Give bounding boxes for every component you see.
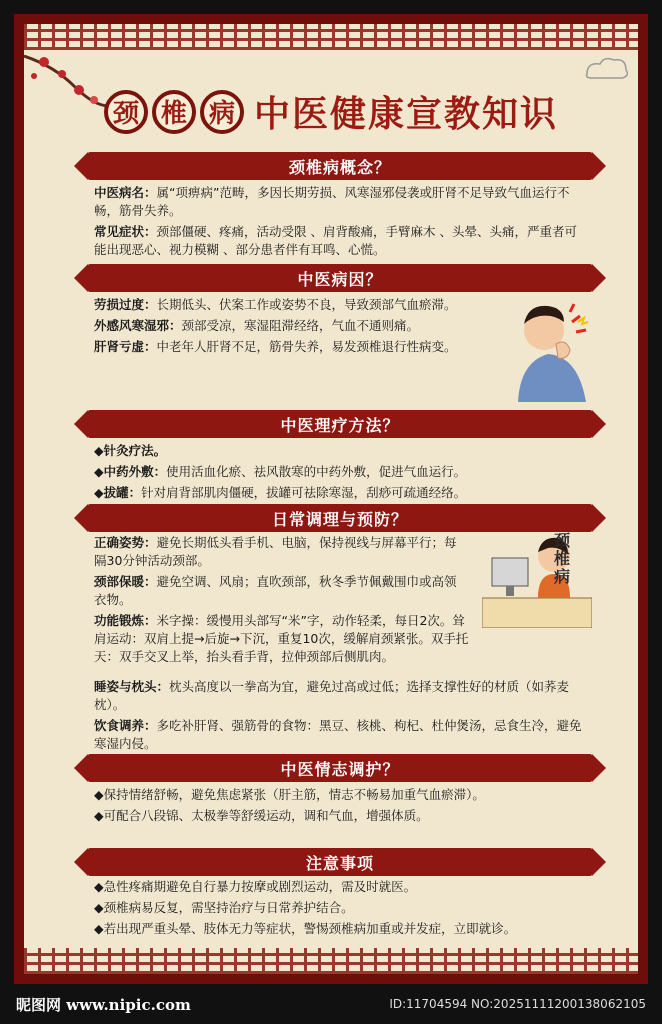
section-body-prevention-bottom — [94, 678, 584, 756]
section-body-cause — [94, 296, 484, 359]
section-heading-prevention: 日常调理与预防？ — [88, 504, 592, 532]
list-item: ◆中药外敷：使用活血化瘀、祛风散寒的中药外敷，促进气血运行。 — [94, 464, 467, 479]
list-item: 颈部保暖：避免空调、风扇；直吹颈部，秋冬季节佩戴围巾或高领衣物。 — [94, 574, 457, 607]
title-char-3: 病 — [200, 90, 244, 134]
section-body-emotion — [94, 786, 584, 828]
list-item: ◆拔罐：针对肩背部肌肉僵硬，拔罐可祛除寒湿，刮痧可疏通经络。 — [94, 485, 467, 500]
watermark-site: 昵图网 www.nipic.com — [16, 995, 191, 1014]
section-body-notes — [94, 878, 584, 941]
list-item: 外感风寒湿邪：颈部受凉，寒湿阻滞经络，气血不通则痛。 — [94, 318, 420, 333]
computer-desk-icon — [482, 528, 592, 628]
section-heading-cause: 中医病因？ — [88, 264, 592, 292]
list-item: 常见症状：颈部僵硬、疼痛，活动受限 、肩背酸痛，手臂麻木 、头晕、头痛，严重者可能出现恶心、视力模糊 、部分患者伴有耳鸣、心慌。 — [94, 224, 577, 257]
title-char-1: 颈 — [104, 90, 148, 134]
fret-border-bottom — [24, 948, 638, 974]
section-body-concept — [94, 184, 584, 262]
fret-border-top — [24, 24, 638, 50]
watermark-bar — [0, 984, 662, 1024]
list-item: 功能锻炼：米字操：缓慢用头部写“米”字，动作轻柔，每日2次。耸肩运动：双肩上提→后旋→下沉，重复10次，缓解肩颈紧张。双手托天：双手交叉上举，抬头看手背，拉伸颈部后侧肌肉。 — [94, 613, 469, 664]
neck-pain-man-icon — [498, 292, 598, 402]
list-item: 劳损过度：长期低头、伏案工作或姿势不良，导致颈部气血瘀滞。 — [94, 297, 457, 312]
section-heading-therapy: 中医理疗方法？ — [88, 410, 592, 438]
list-item: 肝肾亏虚：中老年人肝肾不足，筋骨失养，易发颈椎退行性病变。 — [94, 339, 457, 354]
title-char-2: 椎 — [152, 90, 196, 134]
list-item: ◆急性疼痛期避免自行暴力按摩或剧烈运动，需及时就医。 — [94, 879, 417, 894]
list-item: ◆保持情绪舒畅，避免焦虑紧张（肝主筋，情志不畅易加重气血瘀滞）。 — [94, 787, 485, 802]
list-item: 饮食调养：多吃补肝肾、强筋骨的食物：黑豆、核桃、枸杞、杜仲煲汤，忌食生冷，避免寒湿内侵。 — [94, 718, 582, 751]
watermark-id: ID:11704594 NO:20251111200138062105 — [389, 997, 646, 1011]
list-item: ◆若出现严重头晕、肢体无力等症状，警惕颈椎病加重或并发症，立即就诊。 — [94, 921, 517, 936]
side-label: 颈椎病 — [553, 531, 570, 586]
list-item: ◆颈椎病易反复，需坚持治疗与日常养护结合。 — [94, 900, 354, 915]
list-item: 正确姿势：避免长期低头看手机、电脑，保持视线与屏幕平行；每隔30分钟活动颈部。 — [94, 535, 457, 568]
list-item: 中医病名：属“项痹病”范畴，多因长期劳损、风寒湿邪侵袭或肝肾不足导致气血运行不畅，筋骨失养。 — [94, 185, 570, 218]
poster-title — [24, 86, 638, 137]
section-heading-emotion: 中医情志调护？ — [88, 754, 592, 782]
section-body-therapy — [94, 442, 584, 505]
poster — [14, 14, 648, 984]
list-item: ◆可配合八段锦、太极拳等舒缓运动，调和气血，增强体质。 — [94, 808, 429, 823]
title-text: 中医健康宣教知识 — [253, 94, 558, 135]
section-heading-notes: 注意事项 — [88, 848, 592, 876]
list-item: 睡姿与枕头：枕头高度以一拳高为宜，避免过高或过低；选择支撑性好的材质（如荞麦枕）。 — [94, 679, 570, 712]
cloud-icon — [582, 54, 632, 82]
section-body-prevention-top — [94, 534, 469, 669]
list-item: ◆针灸疗法。 — [94, 443, 167, 458]
section-heading-concept: 颈椎病概念？ — [88, 152, 592, 180]
